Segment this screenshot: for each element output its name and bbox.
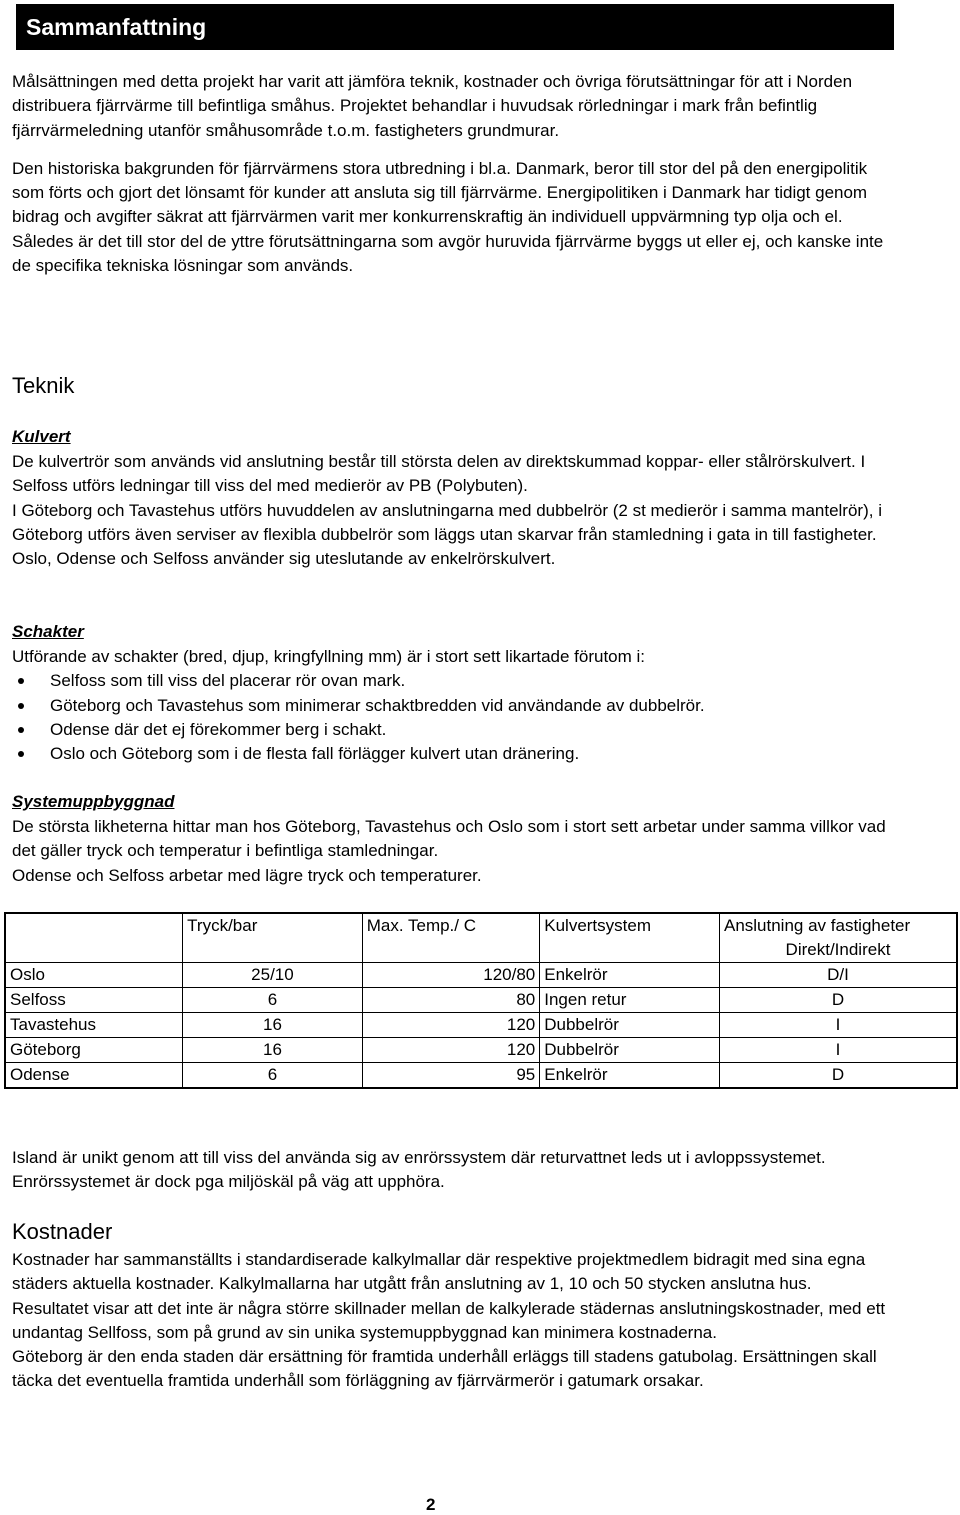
table-cell: Oslo bbox=[5, 963, 183, 988]
subheading-kulvert: Kulvert bbox=[12, 427, 71, 446]
table-cell: 120/80 bbox=[362, 963, 540, 988]
kostnader-paragraph: Göteborg är den enda staden där ersättning för framtida underhåll erläggs till stadens gatubolag. Ersättningen skall täcka det eventuella framtida underhåll som förläggning av fjärrvärmerör i gatumark orsakar. bbox=[12, 1347, 877, 1391]
table-cell: 80 bbox=[362, 988, 540, 1013]
table-cell: Enkelrör bbox=[540, 963, 720, 988]
table-cell: D bbox=[719, 1063, 957, 1089]
subheading-systemuppbyggnad: Systemuppbyggnad bbox=[12, 792, 175, 811]
table-header-cell bbox=[5, 913, 183, 963]
section-heading-kostnader: Kostnader bbox=[12, 1219, 113, 1244]
island-note: Island är unikt genom att till viss del använda sig av enrörssystem där returvattnet leds ut i avloppssystemet. Enrörssystemet är dock pga miljöskäl på väg att upphöra. bbox=[12, 1148, 826, 1192]
header-line: Anslutning av fastigheter bbox=[723, 916, 911, 935]
system-paragraph: Odense och Selfoss arbetar med lägre tryck och temperaturer. bbox=[12, 865, 482, 885]
table-cell: 16 bbox=[183, 1013, 363, 1038]
list-item: Oslo och Göteborg som i de flesta fall förlägger kulvert utan dränering. bbox=[12, 742, 892, 766]
table-cell: 95 bbox=[362, 1063, 540, 1089]
table-cell: 120 bbox=[362, 1013, 540, 1038]
list-item: Odense där det ej förekommer berg i schakt. bbox=[12, 718, 892, 742]
table-header-cell: Tryck/bar bbox=[183, 913, 363, 963]
table-row bbox=[5, 988, 957, 1013]
kulvert-paragraph: De kulvertrör som används vid anslutning består till största delen av direktskummad koppar- eller stålrörskulvert. I Selfoss utförs ledningar till viss del med medierör av PB (Polybuten). bbox=[12, 452, 866, 496]
table-cell: 120 bbox=[362, 1038, 540, 1063]
table-cell: D/I bbox=[719, 963, 957, 988]
kostnader-paragraph: Resultatet visar att det inte är några större skillnader mellan de kalkylerade städernas anslutningskostnader, med ett undantag Sellfoss, som på grund av sin unika systemuppbyggnad kan minimera kostnaderna. bbox=[12, 1298, 886, 1342]
summary-paragraph: Den historiska bakgrunden för fjärrvärmens stora utbredning i bl.a. Danmark, beror till stor del på den energipolitik som förts och gjort det lönsamt för kunder att ansluta sig till fjärrvärme. Energipolitiken i Danmark har tidigt genom bidrag och avgifter säkrat att fjärrvärmen varit mer konkurrenskraftig än individuell uppvärmning typ olja och el. Således är det till stor del de yttre förutsättningarna som avgör huruvida fjärrvärme byggs ut eller ej, och kanske inte de specifika tekniska lösningar som används. bbox=[12, 158, 884, 276]
subheading-schakter: Schakter bbox=[12, 622, 84, 641]
page-title: Sammanfattning bbox=[16, 4, 894, 50]
table-cell: 16 bbox=[183, 1038, 363, 1063]
system-section bbox=[12, 815, 892, 888]
table-cell: Dubbelrör bbox=[540, 1038, 720, 1063]
comparison-table bbox=[4, 912, 958, 1089]
table-cell: Ingen retur bbox=[540, 988, 720, 1013]
kostnader-paragraph: Kostnader har sammanställts i standardiserade kalkylmallar där respektive projektmedlem bidragit med sina egna städers aktuella kostnader. Kalkylmallarna har utgått från anslutning av 1, 10 och 50 stycken anslutna hus. bbox=[12, 1250, 866, 1294]
schakter-section bbox=[12, 645, 892, 766]
section-heading-teknik: Teknik bbox=[12, 373, 75, 398]
table-cell: I bbox=[719, 1013, 957, 1038]
table-cell: Tavastehus bbox=[5, 1013, 183, 1038]
kostnader-section bbox=[12, 1248, 892, 1394]
list-item: Selfoss som till viss del placerar rör ovan mark. bbox=[12, 669, 892, 693]
table-header-cell bbox=[719, 913, 957, 963]
table-cell: 25/10 bbox=[183, 963, 363, 988]
system-paragraph: De största likheterna hittar man hos Göteborg, Tavastehus och Oslo som i stort sett arbetar under samma villkor vad det gäller tryck och temperatur i befintliga stamledningar. bbox=[12, 817, 886, 861]
table-row bbox=[5, 1013, 957, 1038]
table-cell: 6 bbox=[183, 988, 363, 1013]
table-cell: Enkelrör bbox=[540, 1063, 720, 1089]
table-header-cell: Kulvertsystem bbox=[540, 913, 720, 963]
table-row bbox=[5, 963, 957, 988]
summary-paragraph: Målsättningen med detta projekt har varit att jämföra teknik, kostnader och övriga förutsättningar för att i Norden distribuera fjärrvärme till befintliga småhus. Projektet behandlar i huvudsak rörledningar i mark från befintlig fjärrvärmeledning utanför småhusområde t.o.m. fastigheters grundmurar. bbox=[12, 72, 853, 140]
kulvert-section bbox=[12, 450, 892, 571]
table-cell: D bbox=[719, 988, 957, 1013]
table-cell: I bbox=[719, 1038, 957, 1063]
table-cell: Göteborg bbox=[5, 1038, 183, 1063]
table-cell: Selfoss bbox=[5, 988, 183, 1013]
table-row bbox=[5, 1038, 957, 1063]
table-cell: Dubbelrör bbox=[540, 1013, 720, 1038]
summary-section bbox=[12, 70, 892, 278]
list-item: Göteborg och Tavastehus som minimerar schaktbredden vid användande av dubbelrör. bbox=[12, 694, 892, 718]
table-header-cell: Max. Temp./ C bbox=[362, 913, 540, 963]
header-line: Direkt/Indirekt bbox=[785, 940, 891, 959]
table-row bbox=[5, 1063, 957, 1089]
table-cell: 6 bbox=[183, 1063, 363, 1089]
schakter-intro: Utförande av schakter (bred, djup, kringfyllning mm) är i stort sett likartade förutom i: bbox=[12, 647, 646, 666]
table-cell: Odense bbox=[5, 1063, 183, 1089]
kulvert-paragraph: I Göteborg och Tavastehus utförs huvuddelen av anslutningarna med dubbelrör (2 st medierör i samma mantelrör), i Göteborg utförs även serviser av flexibla dubbelrör som läggs utan skarvar från stamledning i gata in till fastigheter. Oslo, Odense och Selfoss använder sig uteslutande av enkelrörskulvert. bbox=[12, 500, 882, 569]
table-header-row bbox=[5, 913, 957, 963]
schakter-list bbox=[12, 669, 892, 766]
page-number: 2 bbox=[426, 1495, 436, 1514]
